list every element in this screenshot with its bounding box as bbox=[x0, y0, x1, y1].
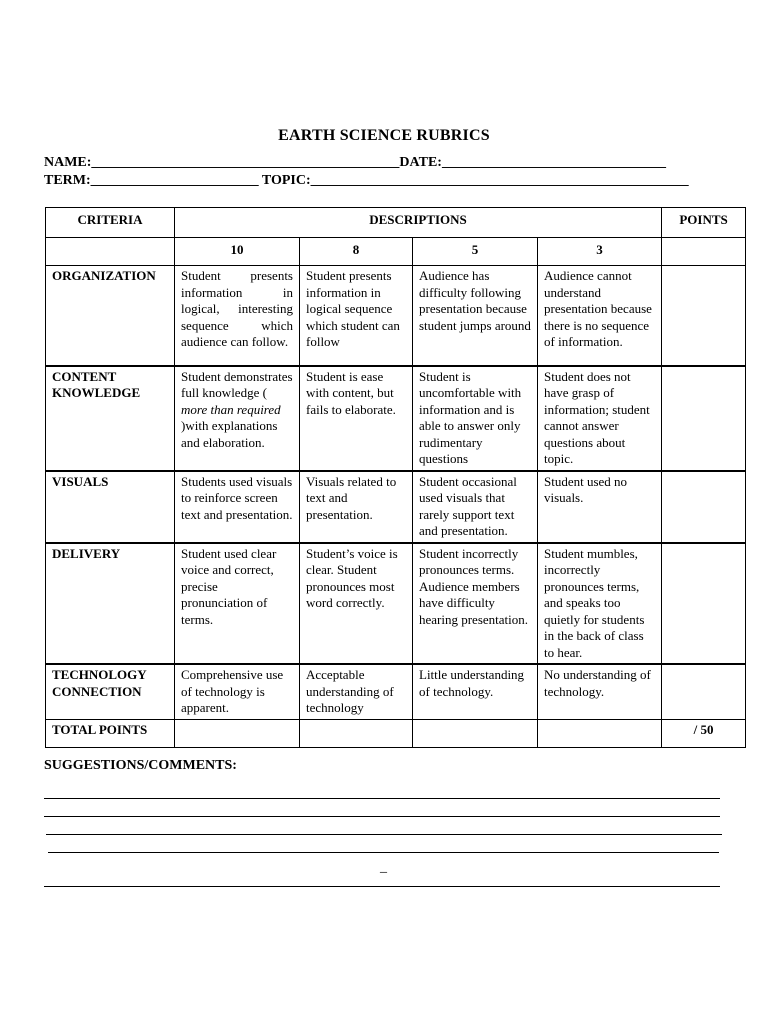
score-3-header: 3 bbox=[538, 238, 662, 266]
criteria-content-knowledge: CONTENT KNOWLEDGE bbox=[46, 366, 175, 471]
points-cell bbox=[662, 664, 746, 719]
description-cell: Audience cannot understand presentation because there is no sequence of information. bbox=[538, 266, 662, 366]
total-points-value: / 50 bbox=[662, 719, 746, 747]
blank-cell bbox=[175, 719, 300, 747]
blank-cell bbox=[413, 719, 538, 747]
description-cell: Student is uncomfortable with information and is able to answer only rudimentary questions bbox=[413, 366, 538, 471]
criteria-delivery: DELIVERY bbox=[46, 543, 175, 665]
description-italic-text: more than required bbox=[181, 401, 281, 417]
description-cell: Student used no visuals. bbox=[538, 471, 662, 543]
description-cell: Student does not have grasp of information; student cannot answer questions about topic. bbox=[538, 366, 662, 471]
description-cell: Visuals related to text and presentation. bbox=[300, 471, 413, 543]
points-header: POINTS bbox=[662, 208, 746, 238]
description-cell: Student occasional used visuals that rarely support text and presentation. bbox=[413, 471, 538, 543]
rubric-table bbox=[45, 207, 746, 748]
table-row bbox=[46, 664, 746, 719]
points-cell bbox=[662, 266, 746, 366]
description-cell: Students used visuals to reinforce screen text and presentation. bbox=[175, 471, 300, 543]
points-cell bbox=[662, 543, 746, 665]
table-row bbox=[46, 543, 746, 665]
blank-cell bbox=[300, 719, 413, 747]
comment-dash: _ bbox=[380, 860, 387, 875]
criteria-organization: ORGANIZATION bbox=[46, 266, 175, 366]
criteria-visuals: VISUALS bbox=[46, 471, 175, 543]
description-text: Student demonstrates full knowledge ( bbox=[181, 368, 293, 400]
name-date-line: NAME:____________________________________________DATE:________________________________ bbox=[44, 155, 666, 170]
comment-line[interactable] bbox=[44, 886, 720, 887]
table-row bbox=[46, 366, 746, 471]
description-cell: Student’s voice is clear. Student pronounces most word correctly. bbox=[300, 543, 413, 665]
comment-line[interactable] bbox=[48, 852, 719, 853]
comment-line[interactable] bbox=[44, 798, 720, 799]
description-cell: Student is ease with content, but fails to elaborate. bbox=[300, 366, 413, 471]
comments-label: SUGGESTIONS/COMMENTS: bbox=[44, 758, 237, 773]
score-5-header: 5 bbox=[413, 238, 538, 266]
description-cell: Audience has difficulty following presentation because student jumps around bbox=[413, 266, 538, 366]
description-cell bbox=[175, 366, 300, 471]
blank-cell bbox=[662, 238, 746, 266]
description-cell: Student presents information in logical sequence which student can follow bbox=[300, 266, 413, 366]
points-cell bbox=[662, 471, 746, 543]
comment-line[interactable] bbox=[46, 834, 722, 835]
total-points-label: TOTAL POINTS bbox=[46, 719, 175, 747]
description-cell: Little understanding of technology. bbox=[413, 664, 538, 719]
description-cell: Student mumbles, incorrectly pronounces terms, and speaks too quietly for students in the back of class to hear. bbox=[538, 543, 662, 665]
criteria-header: CRITERIA bbox=[46, 208, 175, 238]
total-row bbox=[46, 719, 746, 747]
description-cell: Student incorrectly pronounces terms. Audience members have difficulty hearing presentation. bbox=[413, 543, 538, 665]
criteria-technology-connection: TECHNOLOGY CONNECTION bbox=[46, 664, 175, 719]
description-cell: Student used clear voice and correct, precise pronunciation of terms. bbox=[175, 543, 300, 665]
comment-line[interactable] bbox=[44, 816, 720, 817]
blank-cell bbox=[46, 238, 175, 266]
header-row bbox=[46, 208, 746, 238]
description-cell: No understanding of technology. bbox=[538, 664, 662, 719]
description-cell: Acceptable understanding of technology bbox=[300, 664, 413, 719]
description-cell: Student presents information in logical, interesting sequence which audience can follow. bbox=[175, 266, 300, 366]
blank-cell bbox=[538, 719, 662, 747]
description-cell: Comprehensive use of technology is apparent. bbox=[175, 664, 300, 719]
score-8-header: 8 bbox=[300, 238, 413, 266]
score-header-row bbox=[46, 238, 746, 266]
description-text: )with explanations and elaboration. bbox=[181, 418, 278, 450]
term-topic-line: TERM:________________________ TOPIC:______________________________________________________ bbox=[44, 173, 689, 188]
table-row bbox=[46, 471, 746, 543]
score-10-header: 10 bbox=[175, 238, 300, 266]
points-cell bbox=[662, 366, 746, 471]
descriptions-header: DESCRIPTIONS bbox=[175, 208, 662, 238]
document-title: EARTH SCIENCE RUBRICS bbox=[278, 127, 490, 144]
table-row bbox=[46, 266, 746, 366]
